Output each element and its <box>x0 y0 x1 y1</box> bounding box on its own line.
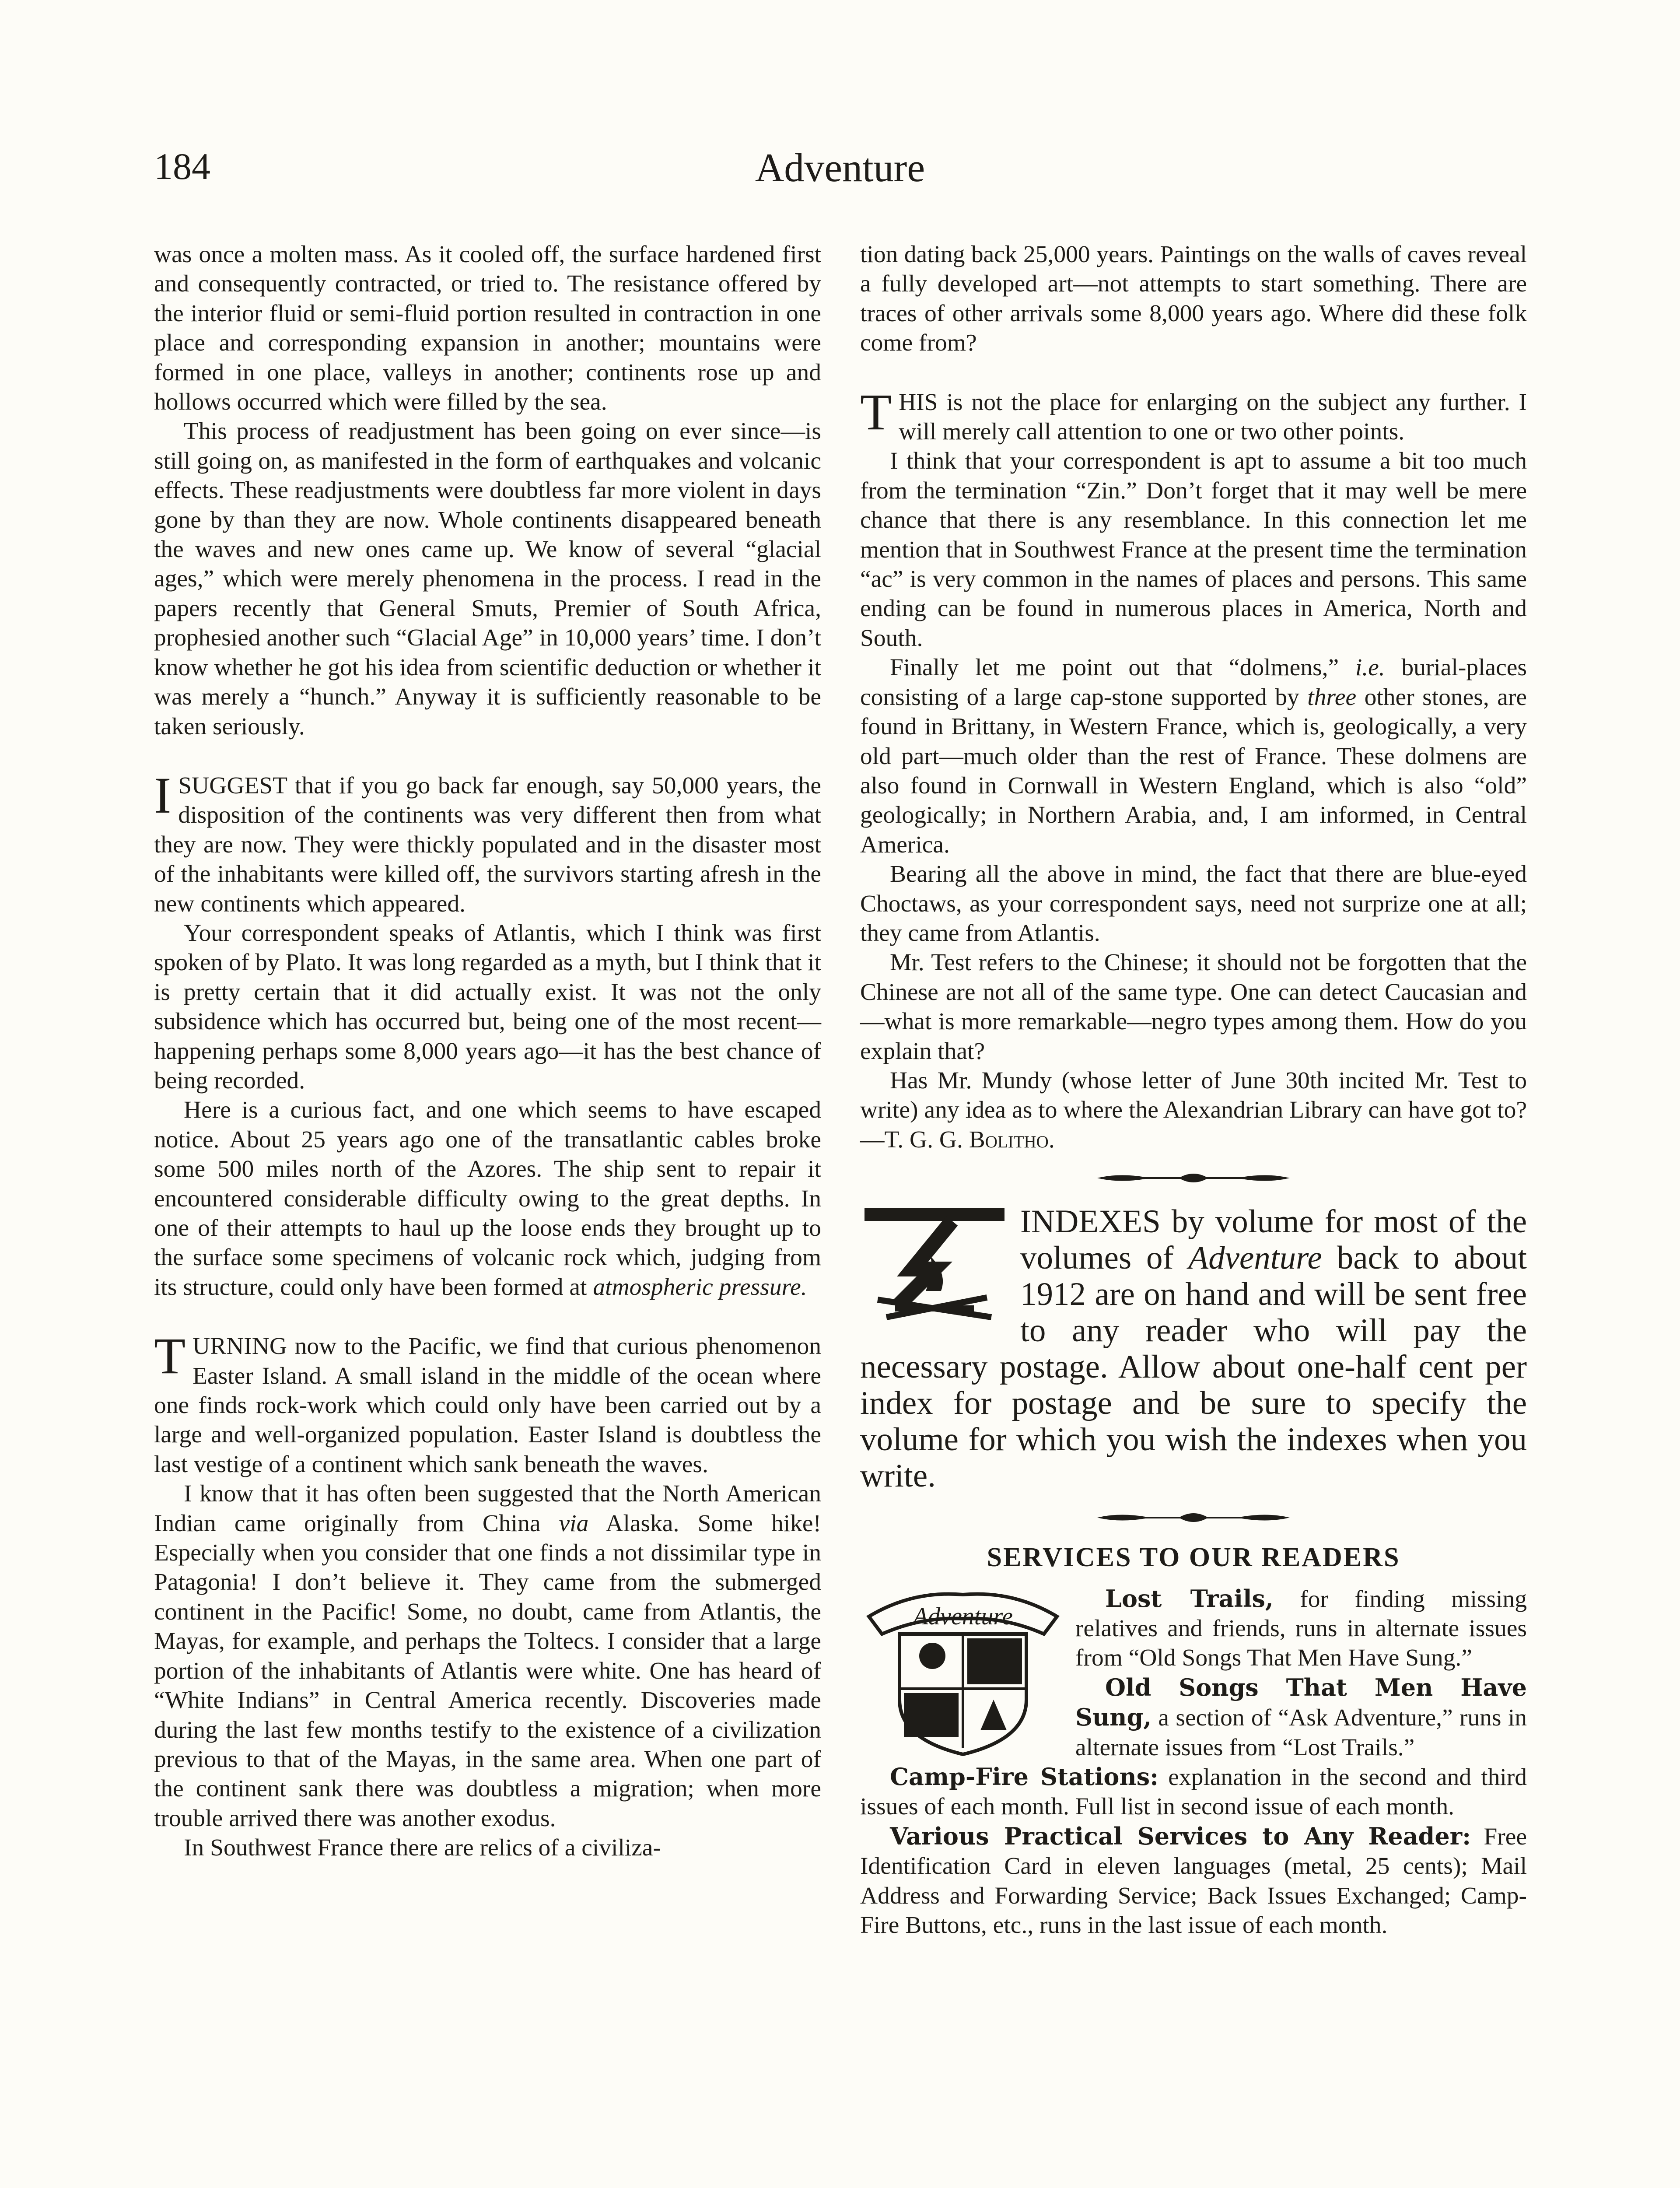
notice-text: back to about 1912 are on hand and will be sent free to any reader who will pay the necessary postage. Allow about one-half cent per index for postage and be sure to specify the volume for which you wish the indexes when you write. <box>860 1240 1527 1494</box>
service-camp-fire <box>860 1762 1527 1822</box>
lead-word: HIS <box>899 389 938 416</box>
right-column <box>860 240 1527 1940</box>
paragraph: Bearing all the above in mind, the fact that there are blue-eyed Choctaws, as your correspondent says, need not surprize one at all; they came from Atlantis. <box>860 861 1527 947</box>
services-heading: SERVICES TO OUR READERS <box>987 1543 1400 1573</box>
campfire-cut-icon <box>860 1203 1009 1330</box>
service-label: Lost Trails, <box>1105 1584 1274 1613</box>
lead-word: URNING <box>192 1333 287 1360</box>
service-text: for finding missing relatives and friends, runs in alternate issues from “Old Songs That Men Have Sung.” <box>1075 1585 1527 1672</box>
paragraph-text: Here is a curious fact, and one which seems to have escaped notice. About 25 years ago one of the transatlantic cables broke some 500 miles north of the Azores. The ship sent to repair it encountered considerable difficulty owing to the great depths. In one of their attempts to haul up the loose ends they brought up to the surface some specimens of volcanic rock which, judging from its structure, could only have been formed at <box>154 1097 821 1301</box>
italic-text: three <box>1307 684 1357 711</box>
service-text: explanation in the second and third issues of each month. Full list in second issue of each month. <box>860 1764 1527 1820</box>
service-various <box>860 1822 1527 1940</box>
paragraph-text: is not the place for enlarging on the subject any further. I will merely call attention to one or two other points. <box>899 389 1527 445</box>
paragraph-text: I know that it has often been suggested that the North American Indian came originally from China <box>154 1480 821 1537</box>
paragraph-text: now to the Pacific, we find that curious phenomenon Easter Island. A small island in the middle of the ocean where one finds rock-work which could only have been carried out by a large and well-organized population. Easter Island is doubtless the last vestige of a continent which sank beneath the waves. <box>154 1333 821 1478</box>
drop-cap: T <box>154 1327 186 1385</box>
paragraph-text: Has Mr. Mundy (whose letter of June 30th incited Mr. Test to write) any idea as to where the Alexandrian Library can have got to?—T. G. G. <box>860 1067 1527 1153</box>
paragraph: tion dating back 25,000 years. Paintings on the walls of caves reveal a fully developed art—not attempts to start something. There are traces of other arrivals some 8,000 years ago. Where did these folk come from? <box>860 241 1527 357</box>
paragraph-text: Finally let me point out that “dolmens,” <box>890 654 1355 681</box>
paragraph-text: other stones, are found in Brittany, in Western France, which is, geologically, a very old part—much older than the rest of France. These dolmens are also found in Cornwall in Western England, which is also “old” geologically; in Northern Arabia, and, I am informed, in Central America. <box>860 684 1527 858</box>
ornament-divider <box>1093 1509 1294 1526</box>
paragraph: I think that your correspondent is apt to assume a bit too much from the termination “Zin.” Don’t forget that it may well be mere chance that there is any resemblance. In this connection let me mention that in Southwest France at the present time the termination “ac” is very common in the names of places and persons. This same ending can be found in numerous places in America, North and South. <box>860 448 1527 652</box>
running-head: Adventure <box>755 145 925 190</box>
paragraph: This process of readjustment has been going on ever since—is still going on, as manifested in the form of earthquakes and volcanic effects. These readjustments were doubtless far more violent in days gone by than they are now. Whole continents disappeared beneath the waves and new ones came up. We know of several “glacial ages,” which were merely phenomena in the process. I read in the papers recently that General Smuts, Premier of South Africa, prophesied another such “Glacial Age” in 10,000 years’ time. I don’t know whether he got his idea from scientific deduction or whether it was merely a “hunch.” Anyway it is sufficiently reasonable to be taken seriously. <box>154 418 821 740</box>
section-paragraph <box>860 383 1527 447</box>
paragraph <box>860 1066 1527 1154</box>
service-label: Camp-Fire Stations: <box>890 1763 1159 1791</box>
notice-text: INDEXES by volume for most of the volumes of <box>1020 1203 1527 1276</box>
drop-cap: T <box>860 383 892 441</box>
italic-text: atmospheric pressure. <box>593 1273 807 1301</box>
paragraph: In Southwest France there are relics of a civiliza- <box>184 1834 662 1862</box>
left-column <box>154 240 821 1863</box>
drop-cap: I <box>154 766 172 824</box>
magazine-title: Adventure <box>1188 1240 1322 1276</box>
indexes-notice <box>860 1203 1527 1494</box>
section-paragraph <box>154 1327 821 1479</box>
italic-text: via <box>559 1510 589 1537</box>
paragraph <box>154 1095 821 1302</box>
paragraph <box>860 653 1527 859</box>
lead-word: SUGGEST <box>178 772 287 799</box>
badge-text: Adventure <box>913 1602 1013 1630</box>
section-paragraph <box>154 766 821 919</box>
page-number: 184 <box>154 145 210 187</box>
paragraph-text: burial-places consisting of a large cap-stone supported by <box>860 654 1527 711</box>
service-label: Old Songs That Men Have Sung, <box>1075 1673 1527 1732</box>
service-text: a section of “Ask Adventure,” runs in alternate issues from “Lost Trails.” <box>1075 1704 1527 1761</box>
ornament-divider <box>1093 1169 1294 1187</box>
paragraph-text: Alaska. Some hike! Especially when you consider that one finds a not dissimilar type in Patagonia! I don’t believe it. They came from the submerged continent in the Pacific! Some, no doubt, came from Atlantis, the Mayas, for example, and perhaps the Toltecs. I consider that a large portion of the inhabitants of Atlantis were white. One has heard of “White Indians” in Central America recently. Discoveries made during the last few months testify to the existence of a civilization previous to that of the Mayas, in the same area. When one part of the continent sank there was doubtless a migration; when more trouble arrived there was another exodus. <box>154 1510 822 1832</box>
italic-text: i.e. <box>1355 654 1385 681</box>
service-text: Free Identification Card in eleven languages (metal, 25 cents); Mail Address and Forwarding Service; Back Issues Exchanged; Camp-Fire Buttons, etc., runs in the last issue of each month. <box>860 1823 1527 1939</box>
signature: Bolitho. <box>969 1126 1055 1153</box>
paragraph-text: that if you go back far enough, say 50,000 years, the disposition of the continents was very different then from what they are now. They were thickly populated and in the disaster most of the inhabitants were killed off, the survivors starting afresh in the new continents which appeared. <box>154 772 821 917</box>
paragraph: was once a molten mass. As it cooled off, the surface hardened first and consequently contracted, or tried to. The resistance offered by the interior fluid or semi-fluid portion resulted in contraction in one place and corresponding expansion in another; mountains were formed in one place, valleys in another; continents rose up and hollows occurred which were filled by the sea. <box>154 241 821 416</box>
paragraph: Your correspondent speaks of Atlantis, which I think was first spoken of by Plato. It was long regarded as a myth, but I think that it is pretty certain that it did actually exist. It was not the only subsidence which has occurred but, being one of the most recent—happening perhaps some 8,000 years ago—it has the best chance of being recorded. <box>154 919 821 1094</box>
adventure-badge-icon <box>860 1586 1066 1757</box>
paragraph <box>154 1479 821 1833</box>
paragraph: Mr. Test refers to the Chinese; it should not be forgotten that the Chinese are not all of the same type. One can detect Caucasian and—what is more remarkable—negro types among them. How do you explain that? <box>860 949 1527 1065</box>
service-label: Various Practical Services to Any Reader: <box>890 1822 1471 1850</box>
